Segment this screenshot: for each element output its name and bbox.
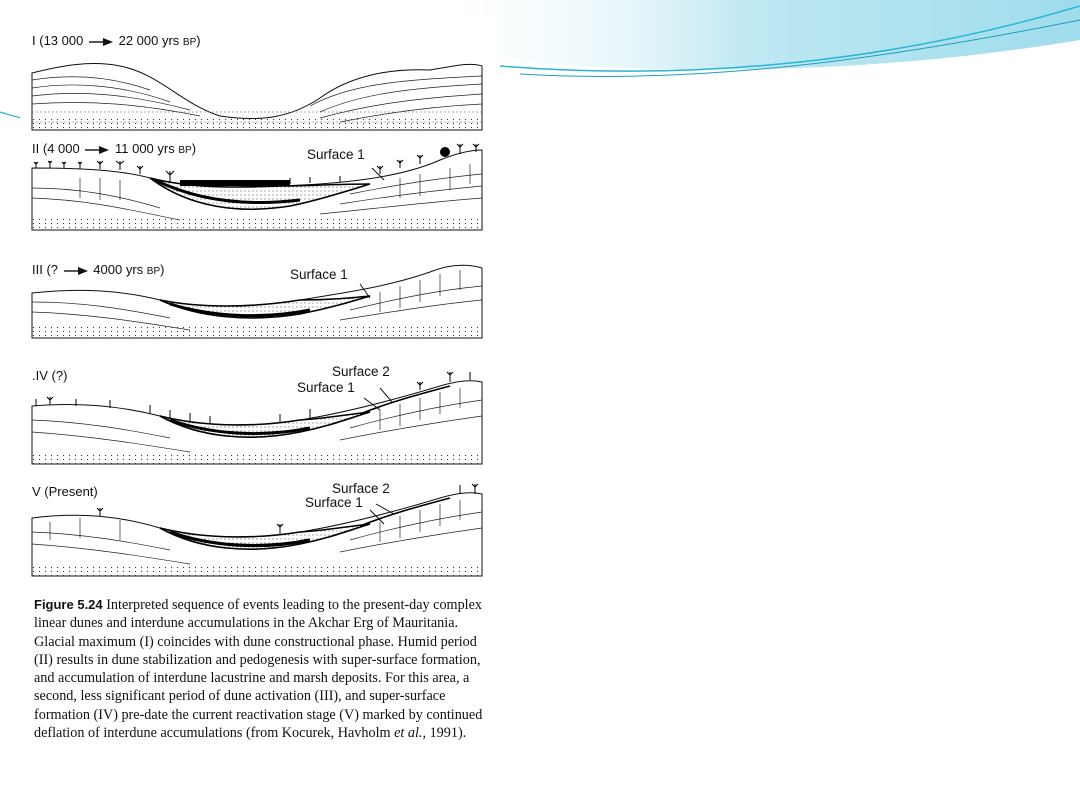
figure-label: Figure 5.24 <box>34 597 103 612</box>
caption-text-end: , 1991). <box>422 725 467 742</box>
panel-2-surface-1: Surface 1 <box>307 147 365 162</box>
panel-5-label: V (Present) <box>32 484 98 499</box>
dune-sequence-diagram <box>20 18 496 598</box>
panel-5-diagram <box>32 484 482 576</box>
panel-3-label: III (? 4000 yrs BP) <box>32 262 165 277</box>
panel-5-surface-2: Surface 2 <box>332 481 390 496</box>
figure-caption <box>34 596 496 742</box>
panel-4-label: .IV (?) <box>32 368 68 383</box>
panel-1-label: I (13 000 22 000 yrs BP) <box>32 33 201 48</box>
caption-italic: et al. <box>394 725 423 742</box>
panel-5-surface-1: Surface 1 <box>305 495 363 510</box>
panel-4-surface-1: Surface 1 <box>297 380 355 395</box>
caption-text: Interpreted sequence of events leading to the present-day complex linear dunes and interdune accumulations in the Akchar Erg of Mauritania. Glacial maximum (I) coincides with dune constructional phase. Humid period (II) results in dune stabilization and pedogenesis with super-surface formation, and accumulation of interdune lacustrine and marsh deposits. For this area, a second, less significant period of dune activation (III), and super-surface formation (IV) pre-date the current reactivation stage (V) marked by continued deflation of interdune accumulations (from Kocurek, Havholm <box>34 597 483 742</box>
figure-5-24 <box>20 18 496 792</box>
panel-4-surface-2: Surface 2 <box>332 364 390 379</box>
right-arrow-icon <box>64 267 88 275</box>
panel-1-diagram <box>32 64 482 130</box>
right-arrow-icon <box>89 38 113 46</box>
panel-4-diagram <box>32 372 482 464</box>
swoosh-band <box>420 0 1080 70</box>
right-arrow-icon <box>85 146 109 154</box>
panel-2-label: II (4 000 11 000 yrs BP) <box>32 141 197 156</box>
panel-3-surface-1: Surface 1 <box>290 267 348 282</box>
